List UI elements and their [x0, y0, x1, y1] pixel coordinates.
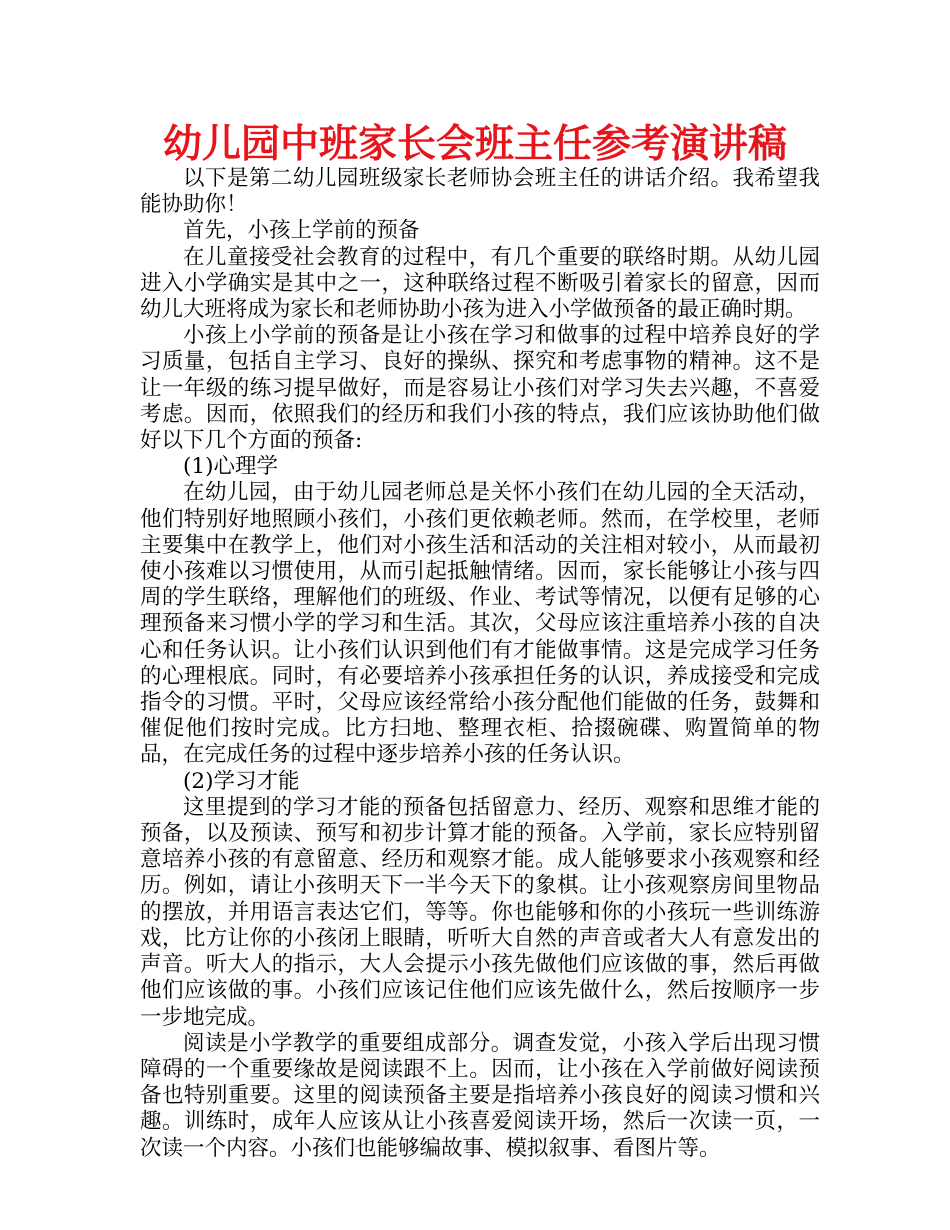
paragraph-intro: 以下是第二幼儿园班级家长老师协会班主任的讲话介绍。我希望我能协助你！ [140, 166, 820, 218]
paragraph: 在儿童接受社会教育的过程中，有几个重要的联络时期。从幼儿园进入小学确实是其中之一，这种联络过程不断吸引着家长的留意，因而幼儿大班将成为家长和老师协助小孩为进入小学做预备的最正确时期。 [140, 244, 820, 323]
paragraph: 小孩上小学前的预备是让小孩在学习和做事的过程中培养良好的学习质量，包括自主学习、良好的操纵、探究和考虑事物的精神。这不是让一年级的练习提早做好，而是容易让小孩们对学习失去兴趣，不喜爱考虑。因而，依照我们的经历和我们小孩的特点，我们应该协助他们做好以下几个方面的预备: [140, 323, 820, 454]
section-heading-psychology: (1)心理学 [183, 454, 278, 480]
document-title: 幼儿园中班家长会班主任参考演讲稿 [162, 122, 787, 167]
paragraph: 阅读是小学教学的重要组成部分。调查发觉，小孩入学后出现习惯障碍的一个重要缘故是阅读跟不上。因而，让小孩在入学前做好阅读预备也特别重要。这里的阅读预备主要是指培养小孩良好的阅读习惯和兴趣。训练时，成年人应该从让小孩喜爱阅读开场，然后一次读一页，一次读一个内容。小孩们也能够编故事、模拟叙事、看图片等。 [140, 1030, 820, 1161]
section-heading-first: 首先，小孩上学前的预备 [183, 218, 420, 244]
document-body [140, 166, 820, 1162]
paragraph: 这里提到的学习才能的预备包括留意力、经历、观察和思维才能的预备，以及预读、预写和初步计算才能的预备。入学前，家长应特别留意培养小孩的有意留意、经历和观察才能。成人能够要求小孩观察和经历。例如，请让小孩明天下一半今天下的象棋。让小孩观察房间里物品的摆放，并用语言表达它们，等等。你也能够和你的小孩玩一些训练游戏，比方让你的小孩闭上眼睛，听听大自然的声音或者大人有意发出的声音。听大人的指示，大人会提示小孩先做他们应该做的事，然后再做他们应该做的事。小孩们应该记住他们应该先做什么，然后按顺序一步一步地完成。 [140, 794, 820, 1030]
section-heading-learning-ability: (2)学习才能 [183, 768, 300, 794]
paragraph: 在幼儿园，由于幼儿园老师总是关怀小孩们在幼儿园的全天活动，他们特别好地照顾小孩们，小孩们更依赖老师。然而，在学校里，老师主要集中在教学上，他们对小孩生活和活动的关注相对较小，从而最初使小孩难以习惯使用，从而引起抵触情绪。因而，家长能够让小孩与四周的学生联络，理解他们的班级、作业、考试等情况，以便有足够的心理预备来习惯小学的学习和生活。其次，父母应该注重培养小孩的自决心和任务认识。让小孩们认识到他们有才能做事情。这是完成学习任务的心理根底。同时，有必要培养小孩承担任务的认识，养成接受和完成指令的习惯。平时，父母应该经常给小孩分配他们能做的任务，鼓舞和催促他们按时完成。比方扫地、整理衣柜、拾掇碗碟、购置简单的物品，在完成任务的过程中逐步培养小孩的任务认识。 [140, 480, 820, 768]
